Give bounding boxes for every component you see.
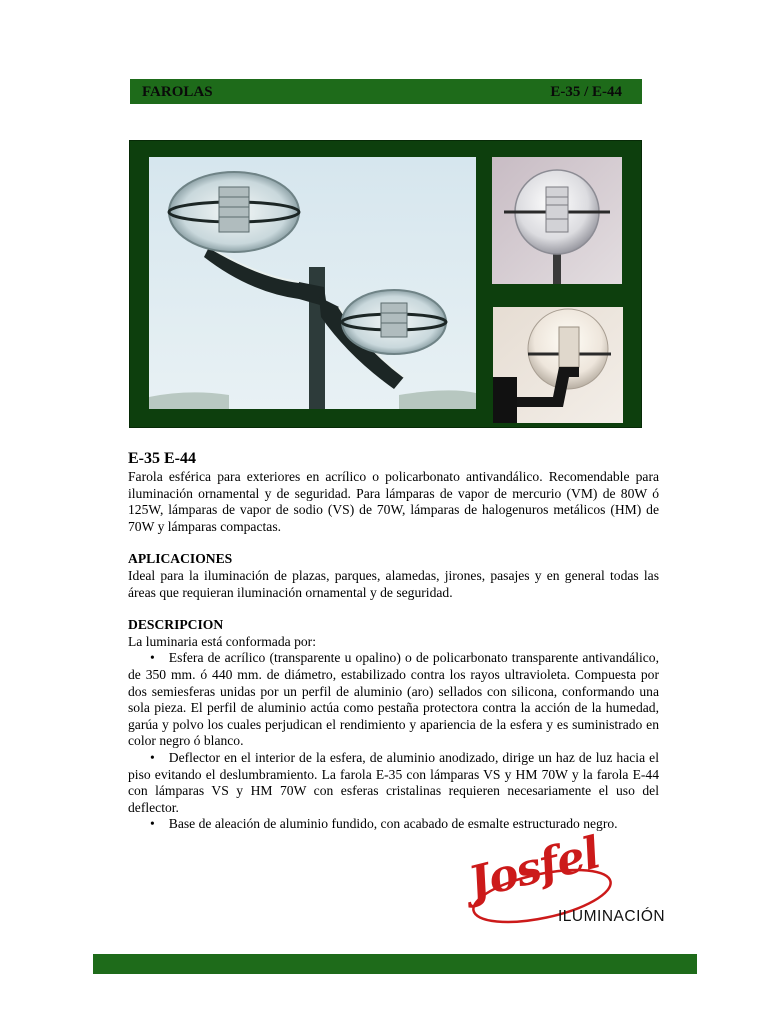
list-item: • Esfera de acrílico (transparente u opalino) o de policarbonato transparente antivandálico, de 350 mm. ó 440 mm. de diámetro, estabilizado contra los rayos ultravioleta. Compuesta por dos semiesferas unidas por un perfil de aluminio (aro) sellados con silicona, conformando una sola pieza. El perfil de aluminio actúa como pestaña protectora contra la acción de la humedad, garúa y polvo los cuales perjudican el rendimiento y apariencia de la esfera y es suministrado en color negro ó blanco. (128, 650, 659, 750)
globe-lamp-photo (492, 157, 622, 284)
product-intro: Farola esférica para exteriores en acrílico o policarbonato antivandálico. Recomendable para iluminación ornamental y de seguridad. Para lámparas de vapor de mercurio (VM) de 80W ó 125W, lámparas de vapor de sodio (VS) de 70W, lámparas de halogenuros metálicos (HM) de 70W y lámparas compactas. (128, 469, 659, 534)
aplicaciones-text: Ideal para la iluminación de plazas, parques, alamedas, jirones, pasajes y en general todas las áreas que requieran iluminación ornamental y de seguridad. (128, 567, 659, 600)
main-streetlamp-photo (149, 157, 476, 409)
logo-script: Josfel (463, 827, 605, 909)
descripcion-list (128, 650, 659, 833)
header-bar (130, 79, 642, 104)
product-title: E-35 E-44 (128, 450, 196, 467)
aplicaciones-heading: APLICACIONES (128, 551, 233, 567)
josfel-logo (463, 827, 690, 930)
list-item: • Deflector en el interior de la esfera, de aluminio anodizado, dirige un haz de luz hacia el piso evitando el deslumbramiento. La farola E-35 con lámparas VS y HM 70W y la farola E-44 con lámparas VS y HM 70W con esferas cristalinas requieren necesariamente el uso del deflector. (128, 750, 659, 816)
descripcion-heading: DESCRIPCION (128, 617, 224, 633)
descripcion-intro: La luminaria está conformada por: (128, 633, 316, 649)
header-model: E-35 / E-44 (550, 84, 622, 100)
photo-frame (129, 140, 642, 428)
footer-bar (93, 954, 697, 974)
content (128, 450, 659, 833)
list-item: • Base de aleación de aluminio fundido, con acabado de esmalte estructurado negro. (128, 816, 659, 833)
header-title: FAROLAS (142, 84, 213, 100)
logo-text: ILUMINACIÓN (558, 908, 666, 925)
wall-lamp-photo (493, 307, 623, 423)
